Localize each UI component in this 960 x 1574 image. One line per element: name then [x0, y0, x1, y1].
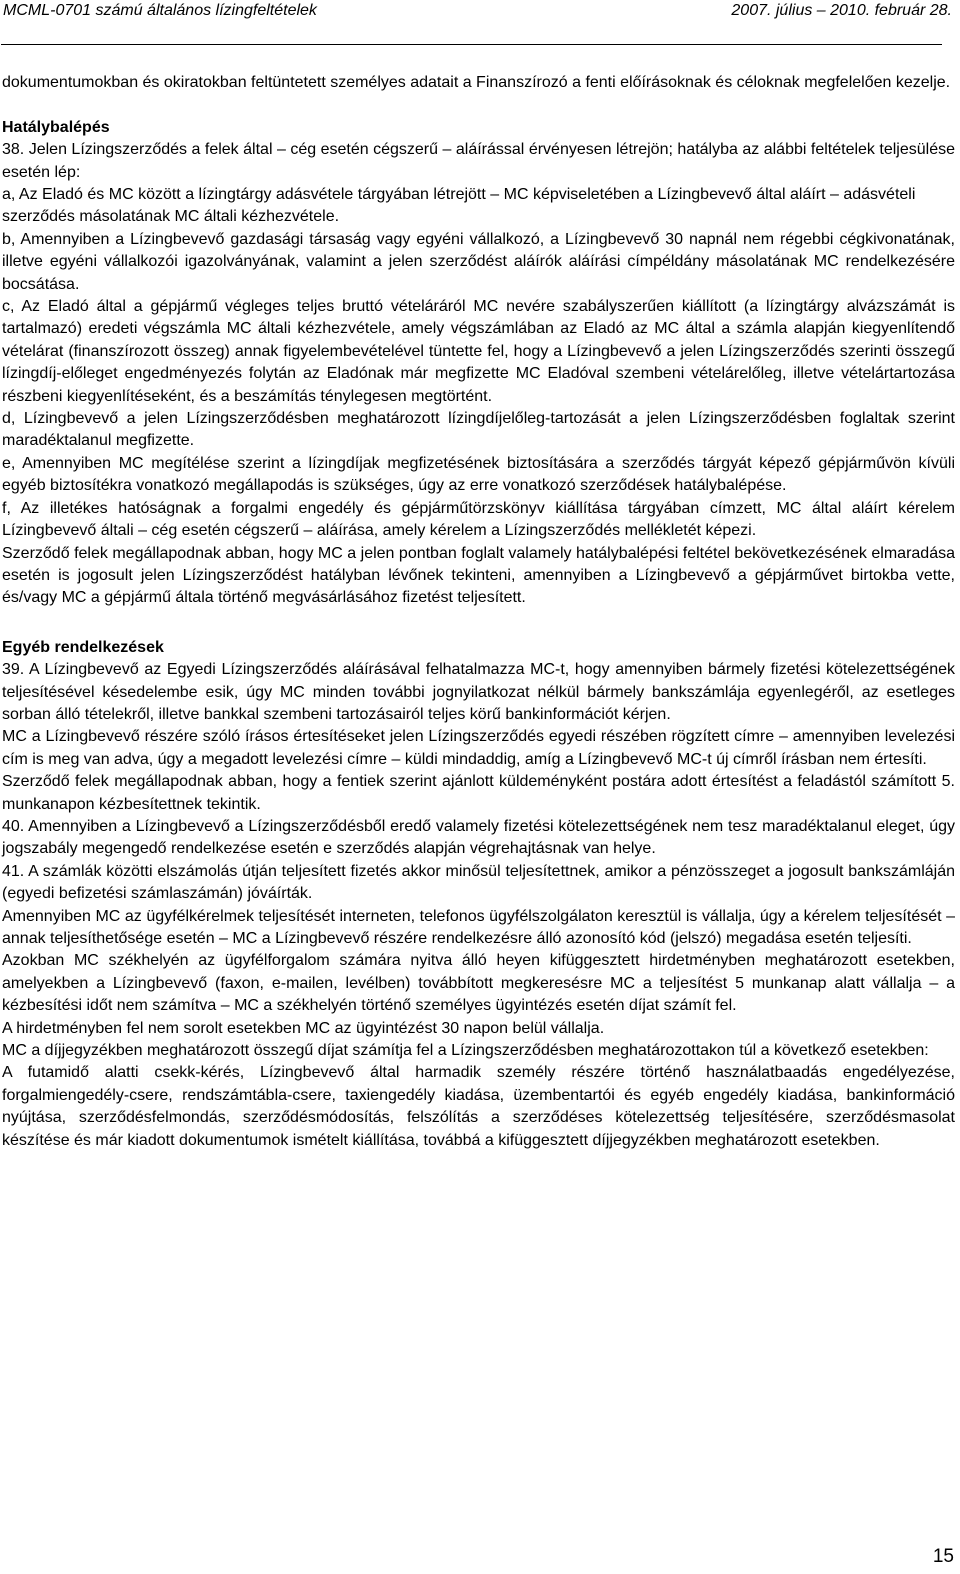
- body-paragraph: Azokban MC székhelyén az ügyfélforgalom számára nyitva álló heyen kifüggesztett hirdetményben meghatározott esetekben, amelyekben a Lízingbevevő (faxon, e-mailen, levélben) továbbított megkeresésre MC a teljesítést 5 munkanap alatt vállalja – a kézbesítési időt nem számítva – MC a székhelyén történő személyes ügyintézés esetén díjat számít fel.: [2, 952, 955, 1015]
- condition-a: a, Az Eladó és MC között a lízingtárgy adásvétele tárgyában létrejött – MC képviseletében a Lízingbevevő által aláírt – adásvételi szerződés másolatának MC általi kézhezvétele.: [2, 186, 916, 226]
- condition-e: e, Amennyiben MC megítélése szerint a lízingdíjak megfizetésének biztosítására a szerződés tárgyát képező gépjárművön kívüli egyéb biztosítékra vonatkozó megállapodás is szükséges, úgy az erre vonatkozó szerződések hatálybalépése.: [2, 454, 955, 495]
- body-paragraph: Szerződő felek megállapodnak abban, hogy MC a jelen pontban foglalt valamely hatálybalépési feltétel bekövetkezésének elmaradása esetén is jogosult jelen Lízingszerződést hatályban lévőnek tekinteni, amennyiben a Lízingbevevő a gépjárművet birtokba vette, és/vagy MC a gépjármű általa történő megvásárlásához fizetést teljesített.: [2, 544, 955, 607]
- body-paragraph: Amennyiben MC az ügyfélkérelmek teljesítését interneten, telefonos ügyfélszolgálaton keresztül is vállalja, úgy a kérelem teljesítését – annak teljesíthetősége esetén – MC a Lízingbevevő részére rendelkezésre álló azonosító kód (jelszó) megadása esetén teljesíti.: [2, 907, 955, 948]
- body-paragraph: A futamidő alatti csekk-kérés, Lízingbevevő által harmadik személy részére történő használatbaadás engedélyezése, forgalmiengedély-csere, rendszámtábla-csere, taxiengedély kiadása, üzembentartói és egyéb engedély kiadása, bankinformáció nyújtása, szerződésfelmondás, szerződésmódosítás, felszólítás a szerződéses kötelezettség teljesítésére, szerződésmasolat készítése és már kiadott dokumentumok ismételt kiállítása, továbbá a kifüggesztett díjjegyzékben meghatározott esetekben.: [2, 1064, 955, 1149]
- body-paragraph: MC a Lízingbevevő részére szóló írásos értesítéseket jelen Lízingszerződés egyedi részében rögzített címre – amennyiben levelezési cím is meg van adva, úgy a megadott levelezési címre – küldi mindaddig, amíg a Lízingbevevő MC-t új címről írásban nem értesíti.: [2, 728, 955, 768]
- body-paragraph: MC a díjjegyzékben meghatározott összegű díjat számítja fel a Lízingszerződésben meghatározottakon túl a következő esetekben:: [2, 1042, 929, 1060]
- condition-f: f, Az illetékes hatóságnak a forgalmi engedély és gépjárműtörzskönyv kiállítása tárgyában címzett, MC által aláírt kérelem Lízingbevevő általi – cég esetén cégszerű – aláírása, amely kérelem a Lízingszerződés mellékletét képezi.: [2, 499, 955, 540]
- section-heading-egyeb-rendelkezesek: Egyéb rendelkezések: [2, 638, 164, 656]
- section-heading-hatalybalepes: Hatálybalépés: [2, 118, 110, 136]
- spacer: [2, 610, 955, 637]
- body-paragraph: dokumentumokban és okiratokban feltüntetett személyes adatait a Finanszírozó a fenti előírásoknak és céloknak megfelelően kezelje.: [2, 74, 951, 91]
- condition-b: b, Amennyiben a Lízingbevevő gazdasági társaság vagy egyéni vállalkozó, a Lízingbevevő 30 napnál nem régebbi cégkivonatának, illetve egyéni vállalkozói igazolványának, valamint a jelen szerződést aláírók aláírási címpéldány másolatának MC rendelkezésére bocsátása.: [2, 230, 955, 293]
- spacer: [2, 94, 955, 116]
- header-date-range: 2007. július – 2010. február 28.: [731, 2, 952, 19]
- page-number: 15: [932, 1546, 954, 1567]
- clause-40: 40. Amennyiben a Lízingbevevő a Lízingszerződésből eredő valamely fizetési kötelezettségének nem tesz maradéktalanul eleget, úgy jogszabály megengedő rendelkezése esetén e szerződés alapján végrehajtásnak van helye.: [2, 817, 955, 858]
- body-paragraph: A hirdetményben fel nem sorolt esetekben MC az ügyintézést 30 napon belül vállalja.: [2, 1019, 605, 1037]
- header-divider: [1, 44, 942, 45]
- clause-38: 38. Jelen Lízingszerződés a felek által – cég esetén cégszerű – aláírással érvényesen létrejön; hatályba az alábbi feltételek teljesülése esetén lép:: [2, 141, 955, 181]
- condition-c: c, Az Eladó által a gépjármű végleges teljes bruttó vételáráról MC nevére szabályszerűen kiállított (a lízingtárgy alvázszámát is tartalmazó) eredeti végszámla MC általi kézhezvétele, amely végszámlában az Eladó az MC által a számla alapján kiegyenlítendő vételárat (finanszírozott összeg) annak figyelembevételével tüntette fel, hogy a Lízingbevevő a jelen Lízingszerződés szerinti összegű lízingdíj-előleget engedményezés folytán az Eladónak már megfizette MC Eladóval szembeni vételárelőleg, illetve vételártartozása részbeni kiegyenlítéseként, és a beszámítás ténylegesen megtörtént.: [2, 298, 955, 405]
- clause-41: 41. A számlák közötti elszámolás útján teljesített fizetés akkor minősül teljesítettnek, amikor a pénzösszeget a jogosult bankszámláján (egyedi befizetési számlaszámán) jóváírták.: [2, 862, 955, 903]
- document-body: [2, 72, 955, 1152]
- page-header: [3, 0, 952, 22]
- header-document-title: MCML-0701 számú általános lízingfeltételek: [3, 2, 317, 19]
- clause-39: 39. A Lízingbevevő az Egyedi Lízingszerződés aláírásával felhatalmazza MC-t, hogy amennyiben bármely fizetési kötelezettségének teljesítésével késedelembe esik, úgy MC minden további jognyilatkozat nélkül bármely bankszámlája egyenlegéről, az esetleges sorban álló tételekről, illetve bankkal szembeni tartozásairól teljes körű bankinformációt kérjen.: [2, 661, 955, 723]
- condition-d: d, Lízingbevevő a jelen Lízingszerződésben meghatározott lízingdíjelőleg-tartozását a jelen Lízingszerződésben foglaltak szerint maradéktalanul megfizette.: [2, 410, 955, 450]
- body-paragraph: Szerződő felek megállapodnak abban, hogy a fentiek szerint ajánlott küldeményként postára adott értesítést a feladástól számított 5. munkanapon kézbesítettnek tekintik.: [2, 773, 955, 813]
